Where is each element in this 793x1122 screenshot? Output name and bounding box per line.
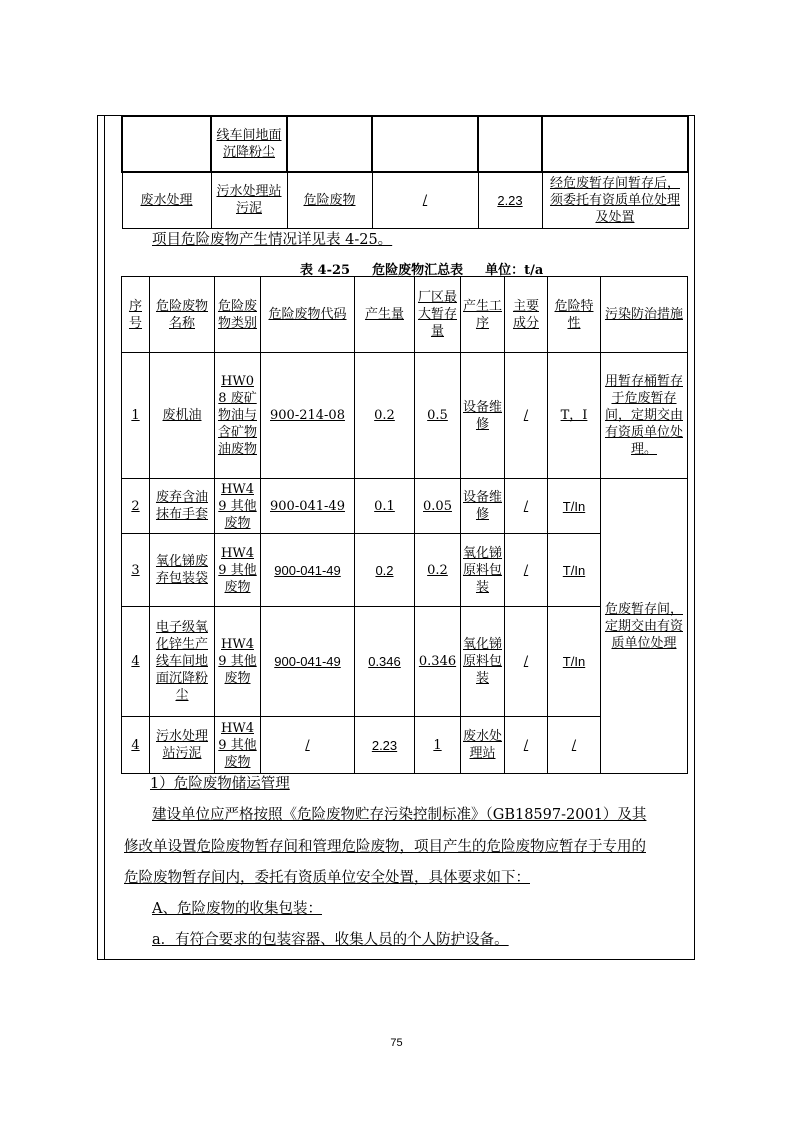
table-cell: 设备维修	[461, 479, 505, 534]
table-cell: 0.05	[415, 479, 461, 534]
table-row	[122, 479, 688, 534]
header-cell: 产生量	[355, 277, 415, 353]
table-cell: /	[505, 353, 548, 479]
table-cell: 用暂存桶暂存于危废暂存间，定期交由有资质单位处理。	[601, 353, 688, 479]
caption-number: 表 4-25	[300, 263, 351, 278]
header-cell: 污染防治措施	[601, 277, 688, 353]
table-cell: 废水处理站	[461, 717, 505, 774]
table-cell: 氧化锑原料包装	[461, 534, 505, 607]
table-cell: 0.346	[415, 607, 461, 717]
table-cell: 氧化锑废弃包装袋	[150, 534, 215, 607]
table-cell: 4	[122, 607, 150, 717]
subheading: A、危险废物的收集包装：	[152, 901, 322, 917]
header-cell: 主要成分	[505, 277, 548, 353]
table-cell: 900-041-49	[261, 534, 355, 607]
table-cell: 900-041-49	[261, 607, 355, 717]
hazardous-waste-table	[121, 276, 688, 774]
table-cell	[372, 116, 478, 172]
intro-text: 项目危险废物产生情况详见表 4-25。	[152, 232, 393, 248]
table-cell: 1	[122, 353, 150, 479]
table-cell	[287, 116, 372, 172]
section-title: 1）危险废物储运管理	[150, 776, 290, 792]
table-cell: 2.23	[478, 172, 542, 228]
table-cell: T，I	[548, 353, 601, 479]
table-cell: /	[261, 717, 355, 774]
caption-unit: 单位：t/a	[485, 263, 544, 278]
table-cell: /	[505, 534, 548, 607]
table-cell: 废水处理	[122, 172, 211, 228]
table-cell	[122, 116, 211, 172]
table-cell: 氧化锑原料包装	[461, 607, 505, 717]
table-cell: /	[372, 172, 478, 228]
table-cell: 0.346	[355, 607, 415, 717]
table-cell: 0.2	[355, 353, 415, 479]
table-cell: HW49 其他废物	[215, 534, 261, 607]
frame-inner-line	[104, 115, 105, 960]
header-row	[122, 277, 688, 353]
page-number: 75	[390, 1037, 403, 1049]
table-cell: /	[505, 479, 548, 534]
table-cell: 0.2	[355, 534, 415, 607]
table-cell: /	[548, 717, 601, 774]
table-cell: 2.23	[355, 717, 415, 774]
table-cell: 2	[122, 479, 150, 534]
table-cell: 经危废暂存间暂存后，须委托有资质单位处理及处置	[542, 172, 688, 228]
table-cell: 线车间地面沉降粉尘	[211, 116, 287, 172]
table-cell	[478, 116, 542, 172]
table-cell: 0.1	[355, 479, 415, 534]
table-cell: 0.2	[415, 534, 461, 607]
table-cell: 0.5	[415, 353, 461, 479]
merged-measure-cell: 危废暂存间，定期交由有资质单位处理	[601, 479, 688, 774]
header-cell: 厂区最大暂存量	[415, 277, 461, 353]
table-row	[122, 353, 688, 479]
table-cell: 4	[122, 717, 150, 774]
table-cell: 危险废物	[287, 172, 372, 228]
continued-table	[121, 115, 689, 229]
table-cell: T/In	[548, 607, 601, 717]
table-cell: /	[505, 717, 548, 774]
header-cell: 危险废物名称	[150, 277, 215, 353]
table-cell: 废机油	[150, 353, 215, 479]
header-cell: 危险特性	[548, 277, 601, 353]
table-cell: T/In	[548, 534, 601, 607]
table-cell: 污水处理站污泥	[150, 717, 215, 774]
table-cell: 设备维修	[461, 353, 505, 479]
table-cell: /	[505, 607, 548, 717]
table-cell: 污水处理站污泥	[211, 172, 287, 228]
table-cell: HW49 其他废物	[215, 717, 261, 774]
table-cell: HW49 其他废物	[215, 607, 261, 717]
paragraph-line: 修改单设置危险废物暂存间和管理危险废物，项目产生的危险废物应暂存于专用的	[124, 839, 646, 855]
table-cell: 900-041-49	[261, 479, 355, 534]
header-cell: 危险废物代码	[261, 277, 355, 353]
paragraph-line: 建设单位应严格按照《危险废物贮存污染控制标准》（GB18597-2001）及其	[152, 807, 647, 823]
table-cell: HW08 废矿物油与含矿物油废物	[215, 353, 261, 479]
table-cell: T/In	[548, 479, 601, 534]
table-cell: 3	[122, 534, 150, 607]
table-cell: HW49 其他废物	[215, 479, 261, 534]
table-cell: 废弃含油抹布手套	[150, 479, 215, 534]
list-item: a．有符合要求的包装容器、收集人员的个人防护设备。	[152, 932, 509, 948]
table-cell: 900-214-08	[261, 353, 355, 479]
header-cell: 序号	[122, 277, 150, 353]
table-cell	[542, 116, 688, 172]
table-cell: 1	[415, 717, 461, 774]
header-cell: 危险废物类别	[215, 277, 261, 353]
paragraph-line: 危险废物暂存间内，委托有资质单位安全处置，具体要求如下：	[124, 870, 530, 886]
header-cell: 产生工序	[461, 277, 505, 353]
caption-title: 危险废物汇总表	[372, 263, 464, 278]
table-cell: 电子级氧化锌生产线车间地面沉降粉尘	[150, 607, 215, 717]
